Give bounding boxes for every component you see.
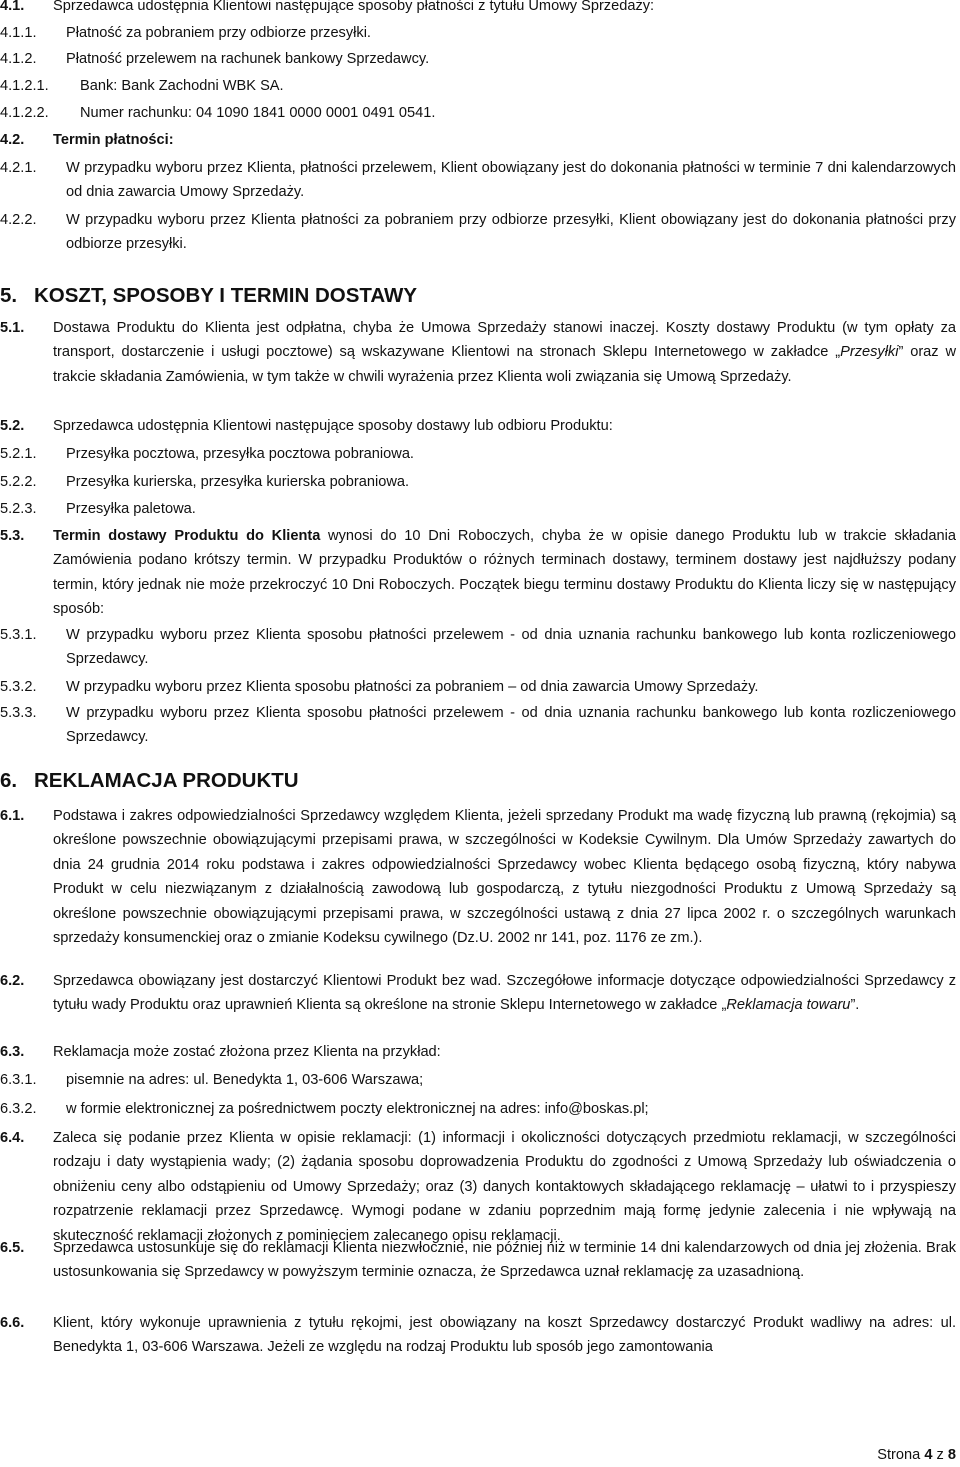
clause-4-1-2-1 bbox=[0, 74, 956, 98]
section-title: REKLAMACJA PRODUKTU bbox=[34, 769, 299, 792]
clause-number: 4.2.1. bbox=[0, 160, 37, 176]
clause-6-6 bbox=[0, 1311, 956, 1360]
clause-5-2-2 bbox=[0, 470, 956, 494]
clause-number: 4.1.2.1. bbox=[0, 78, 49, 94]
clause-number: 4.1. bbox=[0, 0, 25, 14]
clause-text: pisemnie na adres: ul. Benedykta 1, 03-606 Warszawa; bbox=[66, 1072, 424, 1088]
clause-text: Przesyłka kurierska, przesyłka kurierska pobraniowa. bbox=[66, 474, 410, 490]
clause-number: 4.2. bbox=[0, 132, 25, 148]
clause-number: 6.2. bbox=[0, 973, 25, 989]
clause-6-2 bbox=[0, 969, 956, 1018]
clause-4-2 bbox=[0, 128, 956, 152]
total-pages: 8 bbox=[947, 1447, 956, 1463]
section-title: KOSZT, SPOSOBY I TERMIN DOSTAWY bbox=[34, 284, 418, 307]
clause-text: W przypadku wyboru przez Klienta sposobu płatności przelewem - od dnia uznania rachunku bankowego lub konta rozliczeniowego Sprzedawcy. bbox=[66, 705, 956, 746]
clause-4-2-2 bbox=[0, 208, 956, 257]
clause-5-3-1 bbox=[0, 623, 956, 672]
footer-label: Strona bbox=[877, 1447, 921, 1463]
bold-term: Termin dostawy Produktu do Klienta bbox=[53, 528, 321, 544]
clause-6-4 bbox=[0, 1126, 956, 1248]
clause-number: 5.3. bbox=[0, 528, 25, 544]
clause-6-3 bbox=[0, 1040, 956, 1064]
clause-number: 6.5. bbox=[0, 1240, 25, 1256]
clause-text: Bank: Bank Zachodni WBK SA. bbox=[80, 78, 284, 94]
section-number: 6. bbox=[0, 769, 18, 792]
clause-text: Przesyłka pocztowa, przesyłka pocztowa pobraniowa. bbox=[66, 446, 414, 462]
footer-of: z bbox=[936, 1447, 944, 1463]
clause-number: 5.2.3. bbox=[0, 501, 37, 517]
clause-text: Numer rachunku: 04 1090 1841 0000 0001 0491 0541. bbox=[80, 105, 436, 121]
clause-text: Płatność za pobraniem przy odbiorze przesyłki. bbox=[66, 25, 371, 41]
clause-number: 4.1.1. bbox=[0, 25, 37, 41]
clause-number: 4.1.2.2. bbox=[0, 105, 49, 121]
clause-number: 5.2.2. bbox=[0, 474, 37, 490]
clause-text: W przypadku wyboru przez Klienta sposobu płatności za pobraniem – od dnia zawarcia Umowy Sprzedaży. bbox=[66, 679, 759, 695]
clause-text: Klient, który wykonuje uprawnienia z tytułu rękojmi, jest obowiązany na koszt Sprzedawcy dostarczyć Produkt wadliwy na adres: ul. Benedykta 1, 03-606 Warszawa. Jeżeli ze względu na rodzaj Produktu lub sposób jego zamontowania bbox=[53, 1315, 956, 1356]
clause-text: W przypadku wyboru przez Klienta, płatności przelewem, Klient obowiązany jest do dokonania płatności w terminie 7 dni kalendarzowych od dnia zawarcia Umowy Sprzedaży. bbox=[66, 160, 956, 201]
clause-text: Sprzedawca udostępnia Klientowi następujące sposoby dostawy lub odbioru Produktu: bbox=[53, 418, 613, 434]
clause-text: Sprzedawca udostępnia Klientowi następujące sposoby płatności z tytułu Umowy Sprzedaży: bbox=[53, 0, 655, 14]
clause-6-3-1 bbox=[0, 1068, 956, 1092]
clause-5-2 bbox=[0, 414, 956, 438]
clause-number: 5.2.1. bbox=[0, 446, 37, 462]
clause-number: 4.1.2. bbox=[0, 51, 37, 67]
section-number: 5. bbox=[0, 284, 18, 307]
clause-6-3-2 bbox=[0, 1097, 956, 1121]
clause-5-3-2 bbox=[0, 675, 956, 699]
clause-number: 6.3.1. bbox=[0, 1072, 37, 1088]
clause-5-3 bbox=[0, 524, 956, 622]
clause-text: Termin płatności: bbox=[53, 132, 174, 148]
clause-number: 5.3.3. bbox=[0, 705, 37, 721]
clause-4-1-2 bbox=[0, 47, 956, 71]
clause-text: w formie elektronicznej za pośrednictwem poczty elektronicznej na adres: info@boskas.pl; bbox=[66, 1101, 649, 1117]
tab-name-reklamacja: Reklamacja towaru bbox=[726, 997, 851, 1014]
clause-text: Termin dostawy Produktu do Klienta wynosi do 10 Dni Roboczych, chyba że w opisie danego Produktu lub w trakcie składania Zamówienia podano krótszy termin. W przypadku Produktów o różnych terminach dostawy, terminem dostawy jest najdłuższy podany termin, który jednak nie może przekroczyć 10 Dni Roboczych. Początek biegu terminu dostawy Produktu do Klienta liczy się w następujący sposób: bbox=[53, 528, 956, 618]
clause-4-2-1 bbox=[0, 156, 956, 205]
clause-text: Podstawa i zakres odpowiedzialności Sprzedawcy względem Klienta, jeżeli sprzedany Produkt ma wadę fizyczną lub prawną (rękojmia) są określone powszechnie obowiązującymi przepisami prawa, w szczególności w Kodeksie Cywilnym. Dla Umów Sprzedaży zawartych do dnia 24 grudnia 2014 roku podstawa i zakres odpowiedzialności Sprzedawcy wobec Klienta będącego osobą fizyczną, który nabywa Produkt w celu niezwiązanym z działalnością zawodową lub gospodarczą, z tytułu niezgodności Produktu z Umową Sprzedaży są określone powszechnie obowiązującymi przepisami prawa, w szczególności ustawą z dnia 27 lipca 2002 r. o szczególnych warunkach sprzedaży konsumenckiej oraz o zmianie Kodeksu cywilnego (Dz.U. 2002 nr 141, poz. 1176 ze zm.). bbox=[53, 808, 956, 947]
section-heading-5 bbox=[0, 283, 417, 309]
page-number-footer bbox=[877, 1443, 956, 1467]
clause-number: 5.3.2. bbox=[0, 679, 37, 695]
clause-5-2-3 bbox=[0, 497, 956, 521]
clause-number: 6.1. bbox=[0, 808, 25, 824]
clause-number: 5.3.1. bbox=[0, 627, 37, 643]
section-heading-6 bbox=[0, 768, 299, 794]
clause-5-2-1 bbox=[0, 442, 956, 466]
clause-number: 6.3. bbox=[0, 1044, 25, 1060]
clause-text: W przypadku wyboru przez Klienta sposobu płatności przelewem - od dnia uznania rachunku bankowego lub konta rozliczeniowego Sprzedawcy. bbox=[66, 627, 956, 668]
clause-text: W przypadku wyboru przez Klienta płatności za pobraniem przy odbiorze przesyłki, Klient obowiązany jest do dokonania płatności przy odbiorze przesyłki. bbox=[66, 212, 956, 253]
clause-number: 4.2.2. bbox=[0, 212, 37, 228]
clause-number: 6.3.2. bbox=[0, 1101, 37, 1117]
clause-4-1-1 bbox=[0, 21, 956, 45]
clause-text: Reklamacja może zostać złożona przez Klienta na przykład: bbox=[53, 1044, 441, 1060]
clause-text: Płatność przelewem na rachunek bankowy Sprzedawcy. bbox=[66, 51, 430, 67]
clause-number: 6.4. bbox=[0, 1130, 25, 1146]
current-page: 4 bbox=[924, 1447, 933, 1463]
clause-4-1 bbox=[0, 0, 956, 18]
clause-number: 6.6. bbox=[0, 1315, 25, 1331]
clause-text: Zaleca się podanie przez Klienta w opisie reklamacji: (1) informacji i okoliczności dotyczących przedmiotu reklamacji, w szczególności rodzaju i daty wystąpienia wady; (2) żądania sposobu doprowadzenia Produktu do zgodności z Umową Sprzedaży lub oświadczenia o obniżeniu ceny albo odstąpieniu od Umowy Sprzedaży; oraz (3) danych kontaktowych składającego reklamację – ułatwi to i przyspieszy rozpatrzenie reklamacji przez Sprzedawcę. Wymogi podane w zdaniu poprzednim mają formę jedynie zalecenia i nie wpływają na skuteczność reklamacji złożonych z pominięciem zalecanego opisu reklamacji. bbox=[53, 1130, 956, 1244]
clause-number: 5.1. bbox=[0, 320, 25, 336]
clause-text: Przesyłka paletowa. bbox=[66, 501, 196, 517]
clause-4-1-2-2 bbox=[0, 101, 956, 125]
tab-name-przesylki: Przesyłki bbox=[840, 344, 899, 361]
clause-6-5 bbox=[0, 1236, 956, 1285]
clause-number: 5.2. bbox=[0, 418, 25, 434]
clause-text: Dostawa Produktu do Klienta jest odpłatna, chyba że Umowa Sprzedaży stanowi inaczej. Koszty dostawy Produktu (w tym opłaty za transport, dostarczenie i usługi pocztowe) są wskazywane Klientowi na stronach Sklepu Internetowego w zakładce „Przesyłki” oraz w trakcie składania Zamówienia, w tym także w chwili wyrażenia przez Klienta woli związania się Umową Sprzedaży. bbox=[53, 320, 956, 385]
clause-5-1 bbox=[0, 316, 956, 389]
clause-6-1 bbox=[0, 804, 956, 950]
clause-5-3-3 bbox=[0, 701, 956, 750]
clause-text: Sprzedawca obowiązany jest dostarczyć Klientowi Produkt bez wad. Szczegółowe informacje dotyczące odpowiedzialności Sprzedawcy z tytułu wady Produktu oraz uprawnień Klienta są określone na stronie Sklepu Internetowego w zakładce „Reklamacja towaru”. bbox=[53, 973, 956, 1014]
clause-text: Sprzedawca ustosunkuje się do reklamacji Klienta niezwłocznie, nie później niż w terminie 14 dni kalendarzowych od dnia jej złożenia. Brak ustosunkowania się Sprzedawcy w powyższym terminie oznacza, że Sprzedawca uznał reklamację za uzasadnioną. bbox=[53, 1240, 956, 1281]
